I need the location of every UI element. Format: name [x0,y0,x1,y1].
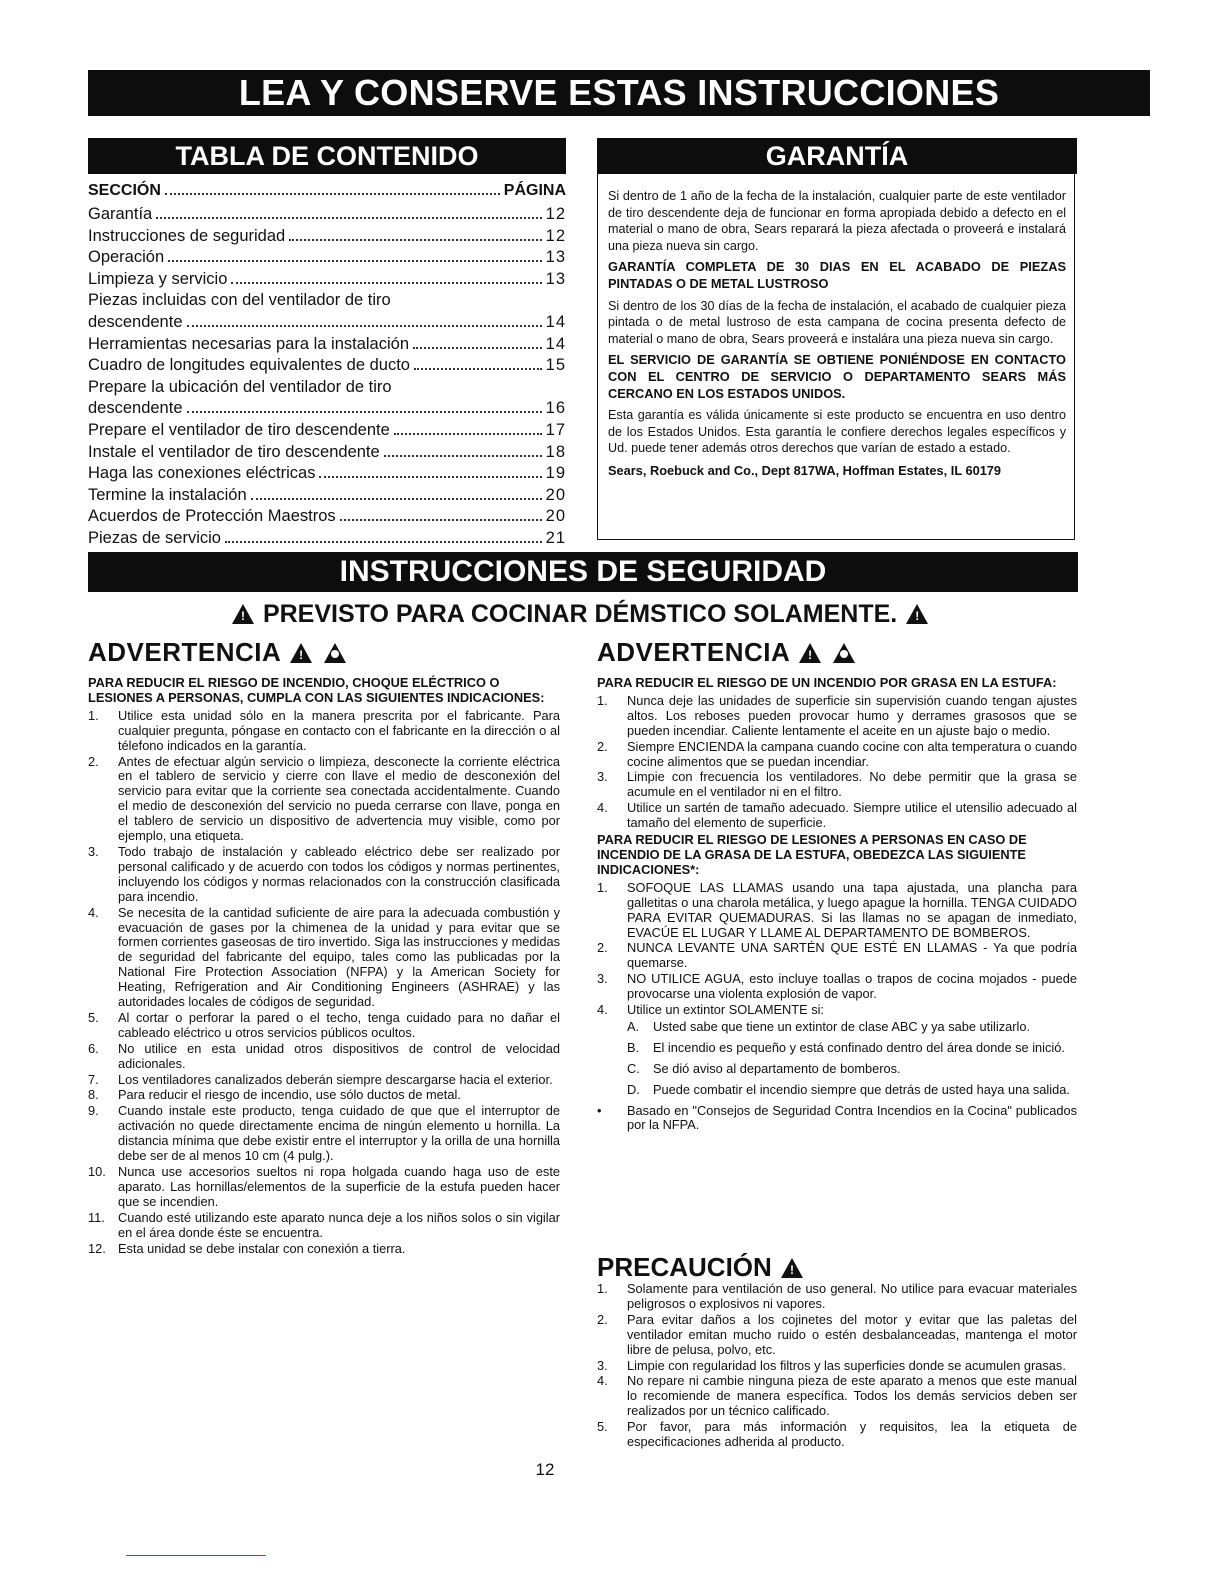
toc-entry [88,226,566,248]
item-number: 11. [88,1209,105,1225]
list-item [597,1313,1077,1358]
item-text: Utilice esta unidad sólo en la manera prescrita por el fabricante. Para cualquier pregunta, póngase en contacto con el fabricante en la dirección o al télefono indicados en la garantía. [118,707,560,753]
toc-entry-label: Prepare la ubicación del ventilador de tiro [88,377,392,396]
item-text: Solamente para ventilación de uso general. No utilice para evacuar materiales peligrosos o explosivos ni vapores. [627,1281,1077,1311]
warranty-paragraph: Esta garantía es válida únicamente si este producto se encuentra en uso dentro de los Estados Unidos. Esta garantía le confiere derechos legales específicos y Ud. puede tener además otros derechos que varían de estado a estado. [608,408,1066,456]
list-item [88,709,560,754]
toc-entry [88,269,566,291]
item-text: Limpie con frecuencia los ventiladores. No debe permitir que la grasa se acumule en el ventilador ni en el filtro. [627,769,1077,800]
list-item [88,1104,560,1164]
page-number: 12 [535,1460,555,1479]
toc-entry-page: 15 [545,356,566,375]
list-item [88,906,560,1010]
item-text: Al cortar o perforar la pared o el techo, tenga cuidado para no dañar el cableado eléctrico u otros servicios públicos ocultos. [118,1009,560,1040]
item-number: 9. [88,1103,99,1119]
list-item [597,1282,1077,1312]
toc-entry-label: Instrucciones de seguridad [88,226,286,245]
list-item [597,972,1077,1002]
toc-entry-page: 12 [545,205,566,223]
table-of-contents [88,182,566,550]
list-item [88,1211,560,1241]
item-text: SOFOQUE LAS LLAMAS usando una tapa ajustada, una plancha para galletitas o una charola metálica, y luego apague la hornilla. TENGA CUIDADO PARA EVITAR QUEMADURAS. Si las llamas no se apagan de inmediato, EVACÚE EL LUGAR Y LLAME AL DEPARTAMENTO DE BOMBEROS. [627,879,1077,940]
list-item [88,1242,560,1257]
item-number: 1. [597,879,608,895]
item-number: D. [627,1081,640,1097]
warning-label: ADVERTENCIA [88,637,281,667]
toc-entry [88,204,566,226]
item-text: Nunca use accesorios sueltos ni ropa holgada cuando haga uso de este aparato. Las hornillas/elementos de la superficie de la estufa pueden hacer que se incendien. [118,1164,560,1209]
note-text: Basado en "Consejos de Seguridad Contra Incendios en la Cocina" publicados por la NFPA. [627,1102,1077,1133]
item-text: Limpie con regularidad los filtros y las superficies donde se acumulen grasas. [627,1357,1066,1373]
warning-triangle-icon [906,604,928,624]
item-text: Todo trabajo de instalación y cableado eléctrico debe ser realizado por personal calificado y de acuerdo con todos los códigos y normas pertinentes, incluyendo los códigos y normas relacionados con la construcción clasificada para incendio. [118,843,560,904]
list-item [88,845,560,905]
toc-entry [88,528,566,550]
toc-entry [88,334,566,356]
toc-entry-page: 20 [545,507,566,526]
toc-entry-label: Haga las conexiones eléctricas [88,464,316,483]
item-number: 3. [597,769,608,785]
toc-entry-label: Piezas de servicio [88,528,221,547]
item-number: 4. [88,904,99,920]
item-text: Se dió aviso al departamento de bomberos. [653,1060,901,1076]
item-number: 2. [88,753,99,769]
injury-lead: PARA REDUCIR EL RIESGO DE LESIONES A PERSONAS EN CASO DE INCENDIO DE LA GRASA DE LA ESTUFA, OBEDEZCA LAS SIGUIENTE INDICACIONES*: [597,832,1027,877]
toc-entry [88,312,566,334]
warranty-box [597,174,1075,540]
item-text: Utilice un sartén de tamaño adecuado. Siempre utilice el utensilio adecuado al tamaño del elemento de superficie. [627,800,1077,831]
warning-lead: PARA REDUCIR EL RIESGO DE INCENDIO, CHOQUE ELÉCTRICO O LESIONES A PERSONAS, CUMPLA CON LAS SIGUIENTES INDICACIONES: [88,675,545,705]
item-text: El incendio es pequeño y está confinado dentro del área donde se inició. [653,1039,1065,1055]
list-item [597,801,1077,831]
toc-entry [88,442,566,464]
toc-entry-page: 18 [545,442,566,461]
item-text: NO UTILICE AGUA, esto incluye toallas o trapos de cocina mojados - puede provocarse una violenta explosión de vapor. [627,971,1077,1002]
toc-entry-label: Instale el ventilador de tiro descendente [88,442,380,461]
household-use-text: PREVISTO PARA COCINAR DÉMSTICO SOLAMENTE. [262,600,898,628]
toc-entry-label: Operación [88,248,165,267]
toc-section-heading: SECCIÓN [88,182,161,199]
item-number: 5. [597,1419,608,1435]
item-number: A. [627,1018,640,1034]
warning-triangle-icon [290,643,312,663]
item-number: B. [627,1039,640,1055]
caution-heading [597,1252,805,1283]
item-number: 2. [597,1311,608,1327]
toc-entry-page: 19 [545,464,566,483]
list-item [597,694,1077,739]
list-item [597,770,1077,800]
main-title-banner: LEA Y CONSERVE ESTAS INSTRUCCIONES [88,70,1150,116]
toc-entry-label: Prepare el ventilador de tiro descendente [88,420,390,439]
nfpa-note [597,1104,1077,1134]
item-number: 8. [88,1087,99,1103]
caution-list [597,1282,1077,1450]
list-item [88,1042,560,1072]
toc-entry-page: 13 [545,248,566,267]
sub-list-item [627,1041,1077,1056]
warranty-heading: EL SERVICIO DE GARANTÍA SE OBTIENE PONIÉNDOSE EN CONTACTO CON EL CENTRO DE SERVICIO O DEPARTAMENTO SEARS MÁS CERCANO EN LOS ESTADOS UNIDOS. [608,352,1066,401]
warranty-banner: GARANTÍA [597,138,1077,174]
warning-column-right [597,676,1077,1133]
item-text: Para reducir el riesgo de incendio, use sólo ductos de metal. [118,1087,461,1103]
toc-entry [88,463,566,485]
footer-rule [126,1555,266,1556]
caution-label: PRECAUCIÓN [597,1252,772,1282]
list-item [597,1374,1077,1419]
item-number: 6. [88,1040,99,1056]
warning-list [88,709,560,1257]
toc-entry [88,247,566,269]
safety-banner: INSTRUCCIONES DE SEGURIDAD [88,552,1078,592]
list-item [88,1165,560,1210]
item-text: Esta unidad se debe instalar con conexión a tierra. [118,1240,406,1256]
warning-heading-right [597,637,857,668]
item-text: Se necesita de la cantidad suficiente de aire para la adecuada combustión y evacuación de gases por la chimenea de la unidad y para evitar que se formen corrientes gaseosas de tiro invertido. Siga las instrucciones y medidas de seguridad del fabricante del equipo, tales como las publicadas por la National Fire Protection Association (NFPA) y la American Society for Heating, Refrigeration and Air Conditioning Engineers (ASHRAE) y las autoridades locales de códigos de seguridad. [118,904,560,1010]
toc-entries [88,204,566,550]
warning-label: ADVERTENCIA [597,637,790,667]
item-number: 2. [597,940,608,956]
item-number: 2. [597,738,608,754]
toc-entry-label: descendente [88,312,183,331]
list-item [88,1088,560,1103]
toc-entry-page: 16 [545,399,566,418]
warranty-paragraph: Si dentro de 1 año de la fecha de la instalación, cualquier parte de este ventilador de tiro descendente deja de funcionar en forma apropiada debido a defecto en el material o mano de obra, Sears reparará la pieza afectada o proveerá e instalará una pieza nueva sin cargo. [608,189,1066,253]
item-number: 4. [597,1373,608,1389]
item-number: 3. [597,971,608,987]
toc-entry [88,355,566,377]
item-number: 4. [597,800,608,816]
electric-hazard-icon [324,643,346,663]
toc-header [88,182,566,204]
sub-list-item [627,1083,1077,1098]
item-text: No utilice en esta unidad otros dispositivos de control de velocidad adicionales. [118,1040,560,1071]
toc-entry-label: Termine la instalación [88,485,247,504]
toc-entry-label: Garantía [88,205,153,223]
item-number: 1. [597,1281,608,1296]
toc-entry-label: Herramientas necesarias para la instalación [88,334,409,353]
toc-entry-label: Acuerdos de Protección Maestros [88,507,336,526]
item-text: Siempre ENCIENDA la campana cuando cocine con alta temperatura o cuando cocine alimentos que se puedan incendiar. [627,738,1077,769]
item-text: Utilice un extintor SOLAMENTE si: [627,1002,824,1018]
warranty-heading: GARANTÍA COMPLETA DE 30 DIAS EN EL ACABADO DE PIEZAS PINTADAS O DE METAL LUSTROSO [608,259,1066,291]
item-text: Cuando instale este producto, tenga cuidado de que que el interruptor de activación no quede directamente encima de ningún elemento u hornilla. La distancia mínima que debe existir entre el interruptor y la orilla de una hornilla debe ser de al menos 10 cm (4 pulg.). [118,1103,560,1164]
item-number: 7. [88,1071,99,1087]
list-item [597,1420,1077,1450]
sub-list-item [627,1020,1077,1035]
item-number: 5. [88,1009,99,1025]
item-text: Cuando esté utilizando este aparato nunca deje a los niños solos o sin vigilar en el área donde éste se encuentra. [118,1209,560,1240]
list-item [597,740,1077,770]
list-item [88,1011,560,1041]
toc-entry-page: 12 [545,226,566,245]
item-text: Por favor, para más información y requisitos, lea la etiqueta de especificaciones adherida al producto. [627,1419,1077,1450]
extinguisher-sublist [627,1020,1077,1098]
warning-triangle-icon [781,1258,803,1278]
item-text: NUNCA LEVANTE UNA SARTÉN QUE ESTÉ EN LLAMAS - Ya que podría quemarse. [627,940,1077,971]
injury-list [597,881,1077,1018]
item-text: Usted sabe que tiene un extintor de clase ABC y ya sabe utilizarlo. [653,1018,1031,1034]
list-item [597,1359,1077,1374]
toc-entry-page: 17 [545,420,566,439]
item-text: Puede combatir el incendio siempre que detrás de usted haya una salida. [653,1081,1070,1097]
electric-hazard-icon [833,643,855,663]
item-text: Nunca deje las unidades de superficie sin supervisión cuando tengan ajustes altos. Los reboses pueden provocar humo y derrames grasosos que se pueden incendiar. Caliente lentamente el aceite en un ajuste bajo o medio. [627,692,1077,738]
item-number: 4. [597,1002,608,1018]
item-text: Para evitar daños a los cojinetes del motor y evitar que las paletas del ventilador emitan mucho ruido o estén desbalanceadas, mantenga el motor libre de pelusa, polvo, etc. [627,1311,1077,1357]
warranty-paragraph: Si dentro de los 30 días de la fecha de instalación, el acabado de cualquier pieza pintada o de metal lustroso de esta campana de cocina presenta defecto de material o mano de obra, Sears proveerá e instalára una pieza nueva sin cargo. [608,298,1066,346]
list-item [88,1073,560,1088]
list-item [597,881,1077,941]
toc-entry-page: 14 [545,312,566,331]
item-number: 3. [88,843,99,859]
toc-banner: TABLA DE CONTENIDO [88,138,566,174]
list-item [597,1003,1077,1018]
toc-entry [88,398,566,420]
toc-entry-page: 20 [545,485,566,504]
sub-list-item [627,1062,1077,1077]
warning-heading-left [88,637,348,668]
toc-entry-label: Piezas incluidas con del ventilador de tiro [88,291,391,310]
item-number: 1. [597,692,608,708]
grease-fire-lead: PARA REDUCIR EL RIESGO DE UN INCENDIO POR GRASA EN LA ESTUFA: [597,675,1057,690]
warranty-address: Sears, Roebuck and Co., Dept 817WA, Hoffman Estates, IL 60179 [608,462,1002,478]
item-number: C. [627,1060,640,1076]
toc-entry-page: 14 [545,334,566,353]
toc-entry-label: descendente [88,399,183,418]
caution-column [597,1282,1077,1451]
item-number: 12. [88,1240,106,1256]
warning-triangle-icon [232,604,254,624]
warning-triangle-icon [799,643,821,663]
toc-entry [88,420,566,442]
grease-fire-list [597,694,1077,831]
list-item [597,941,1077,971]
list-item [88,755,560,844]
household-use-title [230,600,930,629]
warning-column-left [88,676,560,1257]
toc-entry-page: 21 [545,528,566,547]
item-text: No repare ni cambie ninguna pieza de este aparato a menos que este manual lo recomiende de manera específica. Todos los demás servicios deben ser realizados por un técnico calificado. [627,1373,1077,1419]
item-number: 3. [597,1357,608,1373]
toc-entry [88,485,566,507]
item-text: Los ventiladores canalizados deberán siempre descargarse hacia el exterior. [118,1071,553,1087]
toc-entry-page: 13 [545,269,566,288]
toc-page-heading: PÁGINA [503,182,566,199]
toc-entry [88,506,566,528]
toc-entry-label: Limpieza y servicio [88,269,228,288]
note-bullet: • [597,1102,602,1118]
item-number: 10. [88,1164,106,1179]
toc-entry-label: Cuadro de longitudes equivalentes de ducto [88,356,410,375]
item-text: Antes de efectuar algún servicio o limpieza, desconecte la corriente eléctrica en el tablero de servicio y cierre con llave el medio de desconexión del servicio para evitar que la corriente sea conectada accidentalmente. Cuando el medio de desconexión del servicio no pueda cerrarse con llave, ponga en el tablero de servicio un dispositivo de advertencia muy visible, como por ejemplo, una etiqueta. [118,753,560,844]
item-number: 1. [88,707,99,723]
